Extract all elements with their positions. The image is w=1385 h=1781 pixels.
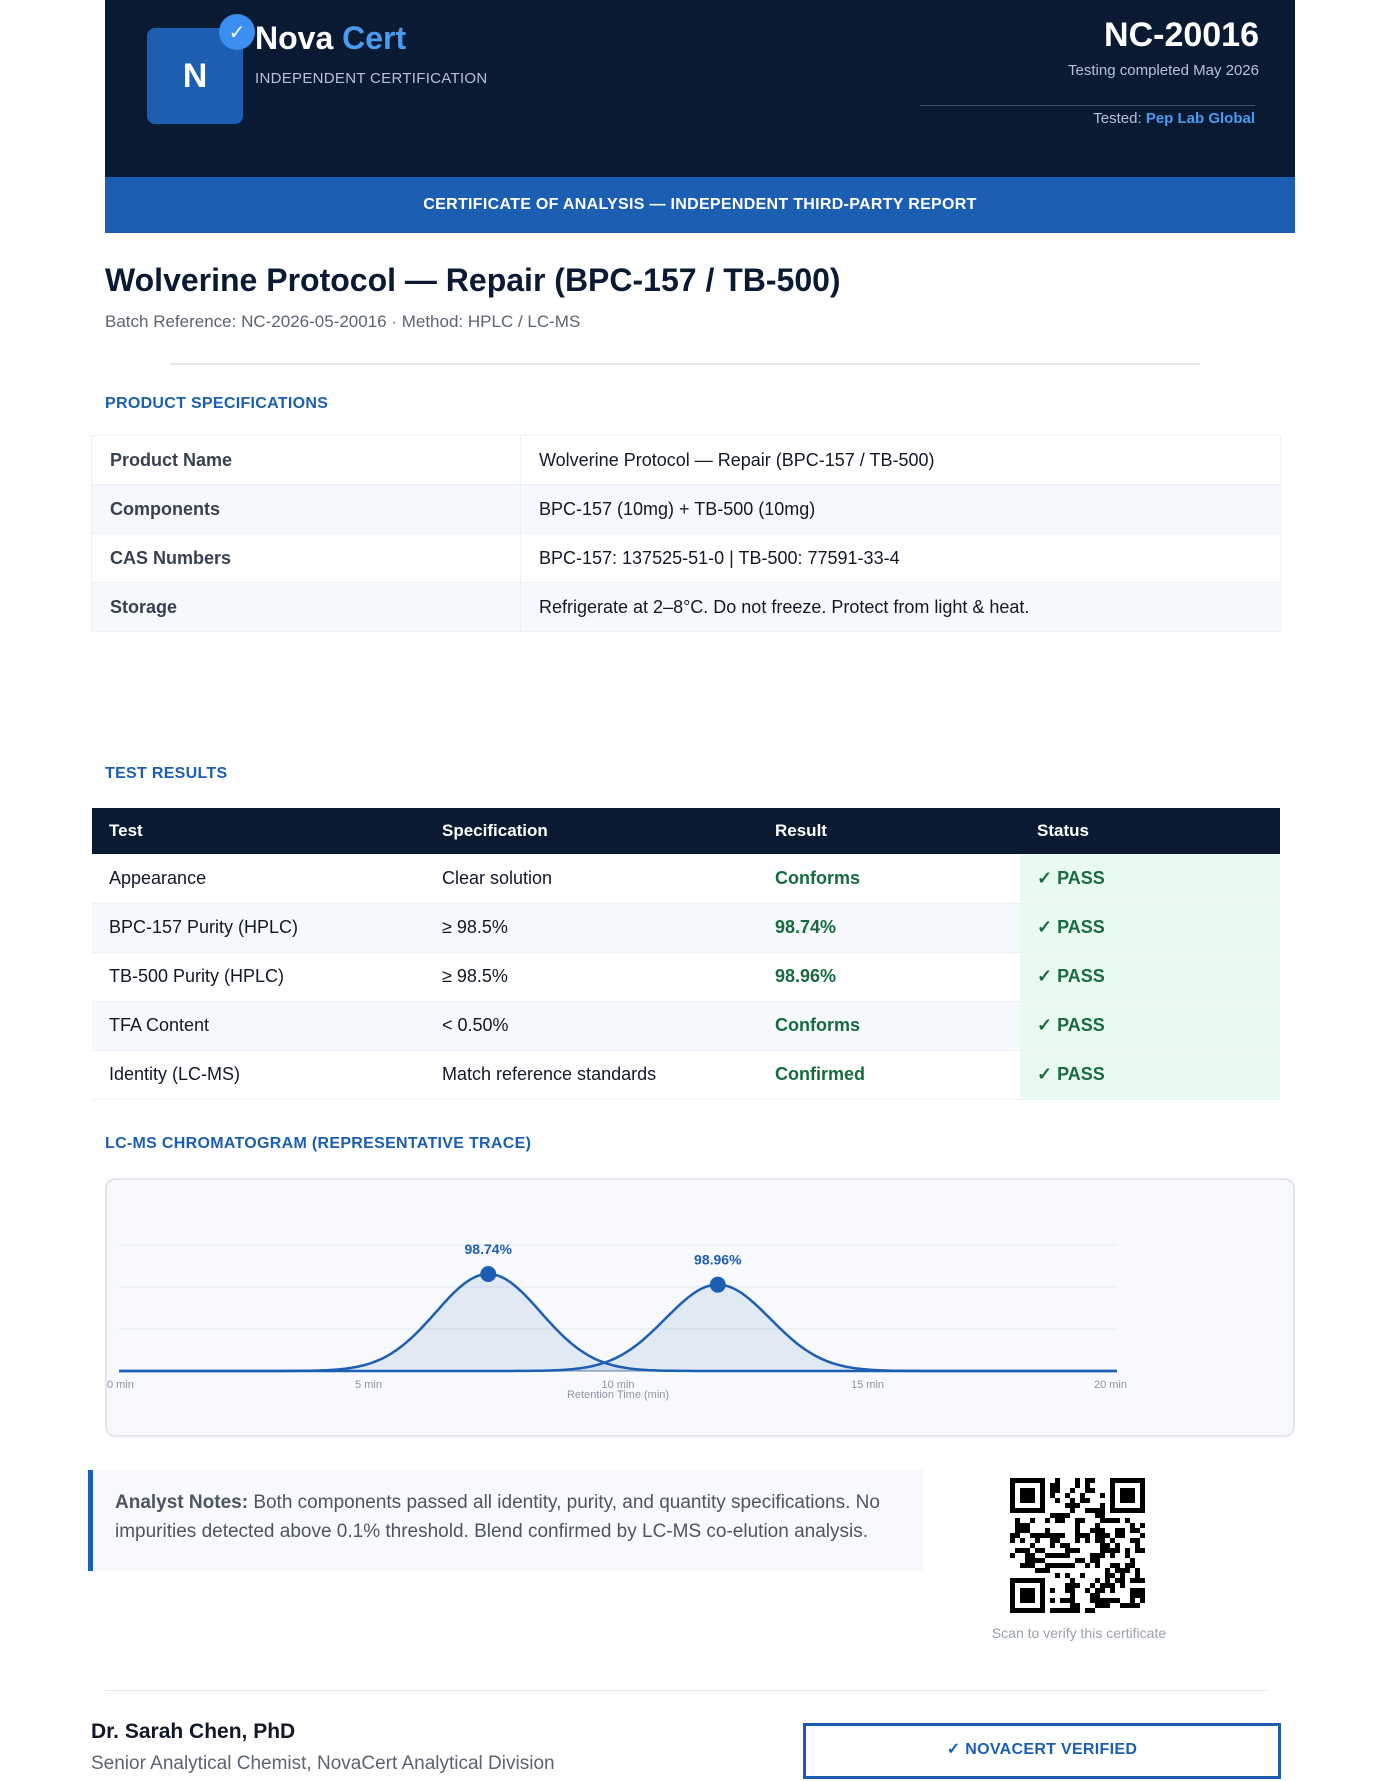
- test-name: TB-500 Purity (HPLC): [92, 952, 425, 1001]
- table-row: [92, 534, 1281, 583]
- test-name: Appearance: [92, 854, 425, 903]
- column-header: Specification: [425, 808, 758, 854]
- table-header-row: [92, 808, 1280, 854]
- test-spec: Match reference standards: [425, 1050, 758, 1099]
- spec-label: Product Name: [92, 436, 521, 485]
- test-name: Identity (LC-MS): [92, 1050, 425, 1099]
- results-heading: TEST RESULTS: [105, 765, 228, 782]
- verified-stamp: ✓ NOVACERT VERIFIED: [803, 1723, 1281, 1779]
- signatory-name: Dr. Sarah Chen, PhD: [91, 1720, 296, 1743]
- x-tick-label: 0 min: [107, 1379, 134, 1391]
- x-tick-label: 10 min: [601, 1379, 635, 1391]
- spec-value: Refrigerate at 2–8°C. Do not freeze. Protect from light & heat.: [521, 583, 1281, 632]
- spec-value: BPC-157: 137525-51-0 | TB-500: 77591-33-4: [521, 534, 1281, 583]
- test-name: BPC-157 Purity (HPLC): [92, 903, 425, 952]
- test-result: 98.74%: [758, 903, 1020, 952]
- qr-caption: Scan to verify this certificate: [991, 1625, 1167, 1641]
- status-badge: ✓ PASS: [1020, 854, 1280, 903]
- certificate-header: [105, 0, 1295, 177]
- batch-reference: Batch Reference: NC-2026-05-20016 · Method: HPLC / LC-MS: [105, 312, 581, 331]
- column-header: Result: [758, 808, 1020, 854]
- peak-marker: [480, 1266, 496, 1282]
- notes-text: Both components passed all identity, purity, and quantity specifications. No impurities detected above 0.1% threshold. Blend confirmed by LC-MS co-elution analysis.: [115, 1492, 880, 1542]
- spec-table: [91, 435, 1281, 632]
- spec-value: BPC-157 (10mg) + TB-500 (10mg): [521, 485, 1281, 534]
- test-spec: < 0.50%: [425, 1001, 758, 1050]
- table-row: [92, 952, 1280, 1001]
- chromatogram-svg: [107, 1180, 1297, 1439]
- x-tick-label: 20 min: [1093, 1379, 1127, 1391]
- brand-name: Nova Cert: [255, 20, 407, 56]
- x-tick-label: 5 min: [355, 1379, 382, 1391]
- testing-date: Testing completed May 2026: [1068, 62, 1259, 79]
- table-row: [92, 1050, 1280, 1099]
- test-result: Conforms: [758, 1001, 1020, 1050]
- results-table: [92, 808, 1280, 1100]
- analyst-notes: [88, 1470, 924, 1571]
- peak-label: 98.96%: [694, 1251, 742, 1268]
- column-header: Test: [92, 808, 425, 854]
- signatory-title: Senior Analytical Chemist, NovaCert Analytical Division: [91, 1753, 555, 1774]
- x-axis-label: Retention Time (min): [566, 1389, 670, 1401]
- test-spec: Clear solution: [425, 854, 758, 903]
- spec-label: Components: [92, 485, 521, 534]
- x-tick-label: 15 min: [850, 1379, 885, 1391]
- test-spec: ≥ 98.5%: [425, 903, 758, 952]
- test-spec: ≥ 98.5%: [425, 952, 758, 1001]
- verification-qr-code[interactable]: [1010, 1478, 1145, 1613]
- test-result: Conforms: [758, 854, 1020, 903]
- test-name: TFA Content: [92, 1001, 425, 1050]
- qr-modules: [1010, 1478, 1145, 1613]
- spec-label: Storage: [92, 583, 521, 632]
- peak-marker: [710, 1277, 726, 1293]
- status-badge: ✓ PASS: [1020, 1001, 1280, 1050]
- check-badge-icon: ✓: [219, 14, 255, 50]
- certificate-id: NC-20016: [1104, 16, 1259, 54]
- test-result: 98.96%: [758, 952, 1020, 1001]
- peak-line: [119, 1285, 1117, 1371]
- test-result: Confirmed: [758, 1050, 1020, 1099]
- section-divider: [170, 363, 1200, 365]
- specs-heading: PRODUCT SPECIFICATIONS: [105, 395, 329, 412]
- status-badge: ✓ PASS: [1020, 952, 1280, 1001]
- tested-lab: Pep Lab Global: [1145, 110, 1255, 127]
- table-row: [92, 903, 1280, 952]
- table-row: [92, 1001, 1280, 1050]
- peak-label: 98.74%: [464, 1241, 513, 1257]
- spec-value: Wolverine Protocol — Repair (BPC-157 / TB-500): [521, 436, 1281, 485]
- brand-subtitle: INDEPENDENT CERTIFICATION: [255, 70, 488, 87]
- table-row: [92, 485, 1281, 534]
- chromatogram-chart: [105, 1178, 1295, 1437]
- column-header: Status: [1020, 808, 1280, 854]
- report-banner: CERTIFICATE OF ANALYSIS — INDEPENDENT THIRD-PARTY REPORT: [105, 177, 1295, 233]
- notes-label: Analyst Notes:: [115, 1492, 249, 1513]
- nova-cert-logo: N: [147, 28, 243, 124]
- table-row: [92, 436, 1281, 485]
- table-row: [92, 583, 1281, 632]
- status-badge: ✓ PASS: [1020, 1050, 1280, 1099]
- tested-by: Tested: Pep Lab Global: [1093, 110, 1255, 127]
- header-divider: [920, 105, 1255, 106]
- footer-divider: [105, 1690, 1267, 1691]
- status-badge: ✓ PASS: [1020, 903, 1280, 952]
- product-title: Wolverine Protocol — Repair (BPC-157 / TB-500): [105, 262, 841, 298]
- chart-heading: LC-MS CHROMATOGRAM (REPRESENTATIVE TRACE): [105, 1135, 532, 1152]
- table-row: [92, 854, 1280, 903]
- spec-label: CAS Numbers: [92, 534, 521, 583]
